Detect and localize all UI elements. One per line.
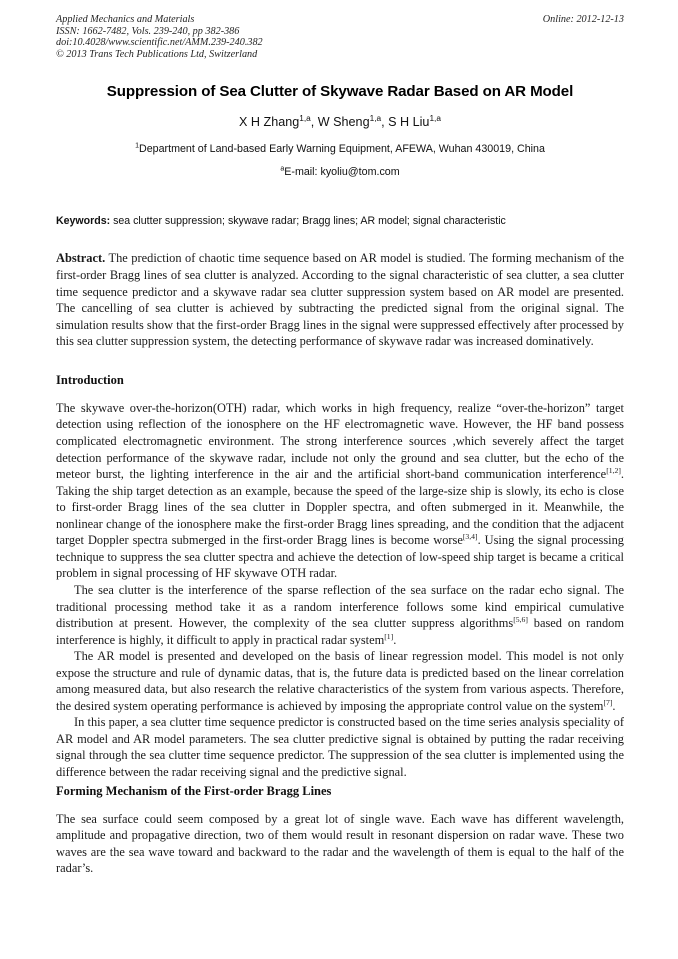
forming-paragraph-1: The sea surface could seem composed by a great lot of single wave. Each wave has different wavelength, amplitude and propagative direction, two of them would result in resonant dispersion on radar wave. These two waves are the sea wave toward and backward to the radar and the wavelength of them is equal to the half of the radar’s. <box>56 811 624 876</box>
keywords-label: Keywords: <box>56 215 111 228</box>
citation-ref-7: [7] <box>603 697 613 707</box>
intro-p1-text-c: . Using the signal processing technique to suppress the sea clutter spectra and achieve the detection of low-speed ship target is became a critical problem in signal processing of HF skywave OTH radar. <box>56 533 624 581</box>
intro-p3-text-a: The AR model is presented and developed on the basis of linear regression model. This model is not only expose the structure and rule of dynamic datas, that is, the future data is predicted based on the linear correlation among measured data, but also research the relative characteristics of the system from various aspects. Therefore, the desired system operating performance is achieved by imposing the appropriate control value on the system <box>56 649 624 713</box>
intro-paragraph-2 <box>56 582 624 648</box>
email-text: E-mail: kyoliu@tom.com <box>284 166 400 179</box>
abstract-block <box>56 250 624 350</box>
intro-p1-text-a: The skywave over-the-horizon(OTH) radar, which works in high frequency, realize “over-the-horizon” target detection using reflection of the ionosphere on the HF electromagnetic wave. However, the HF band possess complicated electromagnetic environment. The strong interference sources ,which severely affect the target detection performance of the skywave radar, include not only the ground and sea clutter, but the echo of the meteor burst, the lighting interference in the air and the artificial short-band communication interference <box>56 400 624 482</box>
citation-ref-1-2: [1,2] <box>606 466 621 475</box>
intro-p2-text-c: . <box>393 632 397 647</box>
author-list <box>56 114 624 131</box>
abstract-label: Abstract. <box>56 251 106 266</box>
intro-paragraph-1 <box>56 400 624 582</box>
author-marker-1: 1,a <box>299 113 311 124</box>
intro-p2-text-a: The sea clutter is the interference of the sparse reflection of the sea surface on the radar echo signal. The traditional processing method take it as a random interference follows some kind empirical cumulative distribution at present. However, the complexity of the sea clutter suppress algorithms <box>56 582 624 631</box>
citation-ref-1: [1] <box>384 631 394 641</box>
section-heading-introduction: Introduction <box>56 372 124 387</box>
affiliation <box>56 142 624 157</box>
journal-doi: doi:10.4028/www.scientific.net/AMM.239-240.382 <box>56 37 263 49</box>
author-separator-2: , <box>381 115 389 130</box>
keywords-line <box>56 214 624 229</box>
corresponding-email <box>56 165 624 180</box>
intro-paragraph-4: In this paper, a sea clutter time sequence predictor is constructed based on the time series analysis speciality of AR model and AR model parameters. The sea clutter predictive signal is obtained by putting the radar receiving signal through the sea clutter time sequence predictor. The suppression of the sea clutter is implemented using the difference between the radar receiving signal and the predictive signal. <box>56 715 624 779</box>
journal-issn: ISSN: 1662-7482, Vols. 239-240, pp 382-386 <box>56 25 240 37</box>
intro-p3-text-b: . <box>612 698 616 713</box>
intro-paragraph-3 <box>56 648 624 714</box>
author-separator-1: , <box>310 115 318 130</box>
author-name-2: W Sheng <box>317 115 370 130</box>
abstract-text: The prediction of chaotic time sequence based on AR model is studied. The forming mechanism of the first-order Bragg lines of sea clutter is analyzed. According to the signal characteristic of sea clutter, a sea clutter time sequence predictor and a skywave radar sea clutter suppression system based on AR model are presented. The cancelling of sea clutter is achieved by subtracting the predicted signal from the original signal. The simulation results show that the first-order Bragg lines in the signal were suppressed effectively after processed by this sea clutter suppression system, the detecting performance of skywave radar was increased dominatively. <box>56 251 624 349</box>
author-marker-2: 1,a <box>369 113 382 124</box>
journal-running-head <box>56 14 624 60</box>
page-title: Suppression of Sea Clutter of Skywave Radar Based on AR Model <box>106 83 574 101</box>
email-marker: a <box>280 165 285 173</box>
keywords-text: sea clutter suppression; skywave radar; Bragg lines; AR model; signal characteristic <box>110 215 506 228</box>
affiliation-marker: 1 <box>135 142 139 150</box>
affiliation-text: Department of Land-based Early Warning Equipment, AFEWA, Wuhan 430019, China <box>138 143 545 156</box>
author-name-3: S H Liu <box>388 115 430 130</box>
intro-p2-text-b: based on random interference is highly, it difficult to apply in practical radar system <box>56 616 624 647</box>
journal-copyright: © 2013 Trans Tech Publications Ltd, Switzerland <box>56 48 258 60</box>
citation-ref-3-4: [3,4] <box>462 532 478 542</box>
author-marker-3: 1,a <box>429 113 441 124</box>
section-heading-forming-mechanism: Forming Mechanism of the First-order Bragg Lines <box>56 783 332 798</box>
citation-ref-5-6: [5,6] <box>513 614 528 624</box>
journal-name: Applied Mechanics and Materials <box>56 14 195 25</box>
online-date: Online: 2012-12-13 <box>542 14 624 25</box>
intro-p1-text-b: . Taking the ship target detection as an example, because the speed of the large-size ship is slowly, its echo is close to first-order Bragg lines of the sea clutter in Doppler spectra, and often submerged in it. Meanwhile, the nonlinear change of the ionosphere make the first-order Bragg lines spreading, and the condition that the adjacent target Doppler spectra submerged in the first-order Bragg lines is become worse <box>56 467 624 548</box>
author-name-1: X H Zhang <box>239 115 300 130</box>
